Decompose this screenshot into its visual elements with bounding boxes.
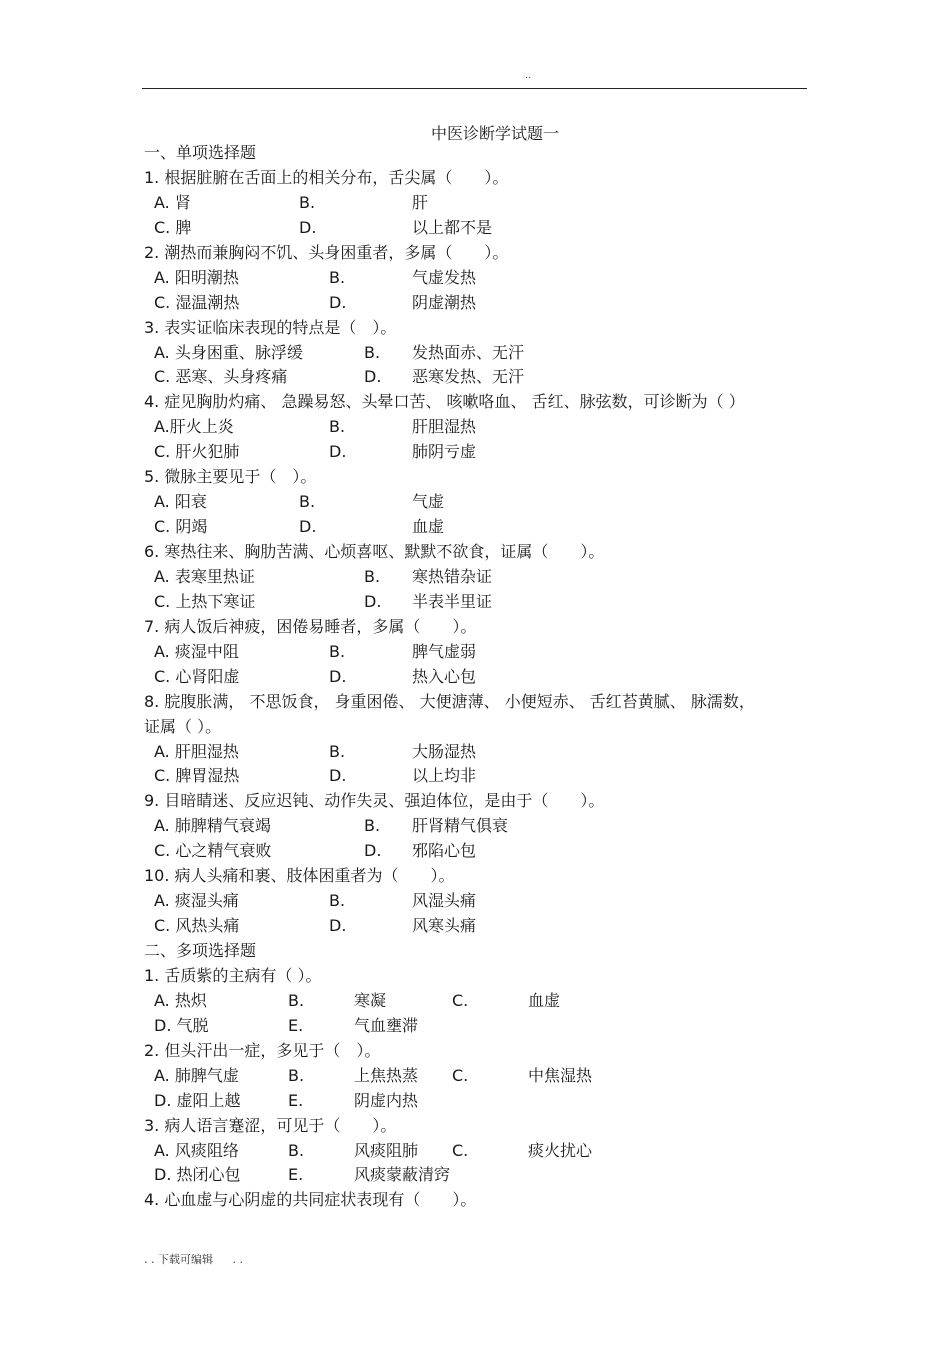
option-row [144,640,814,665]
option-text: C. 恶寒、头身疼痛 [154,367,288,387]
option-row [144,490,814,515]
option-text: 肝胆湿热 [412,417,477,437]
option-text: A. 热炽 [154,990,207,1010]
option-letter: D. [299,217,317,237]
option-text: 寒凝 [354,990,387,1010]
question-line: 4. 症见胸肋灼痛、 急躁易怒、头晕口苦、 咳嗽咯血、 舌红、脉弦数，可诊断为（ ） [144,392,745,412]
option-text: 肺阴亏虚 [412,442,477,462]
option-row [144,1089,814,1114]
option-letter: D. [299,517,317,537]
option-row [144,1014,814,1039]
question-line: 2. 但头汗出一症，多见于（ ）。 [144,1040,381,1060]
option-letter: B. [329,641,346,661]
option-letter: B. [299,192,316,212]
footer-left-text: . . 下载可编辑 [144,1253,213,1266]
option-letter: C. [452,1065,469,1085]
option-text: A. 肝胆湿热 [154,741,239,761]
option-text: C. 心肾阳虚 [154,666,240,686]
option-row [144,191,814,216]
question-line: 5. 微脉主要见于（ ）。 [144,467,317,487]
option-letter: B. [329,267,346,287]
option-text: D. 虚阳上越 [154,1090,241,1110]
option-letter: B. [364,566,381,586]
question-line: 2. 潮热而兼胸闷不饥、头身困重者，多属（ ）。 [144,242,509,262]
option-letter: B. [288,1140,305,1160]
option-text: 发热面赤、无汗 [412,342,525,362]
page-title: 中医诊断学试题一 [430,124,559,143]
option-text: 痰火扰心 [528,1140,593,1160]
option-row [144,515,814,540]
option-text: A. 痰湿头痛 [154,891,239,911]
option-text: C. 脾 [154,217,192,237]
question-line: 3. 表实证临床表现的特点是（ ）。 [144,317,397,337]
option-letter: B. [329,417,346,437]
option-row [144,839,814,864]
question-line: 7. 病人饭后神疲，困倦易睡者，多属（ ）。 [144,616,477,636]
option-letter: D. [329,666,347,686]
option-letter: D. [329,766,347,786]
option-text: C. 心之精气衰败 [154,841,272,861]
question-line: 3. 病人语言蹇涩，可见于（ ）。 [144,1115,397,1135]
question-line: 一、单项选择题 [144,143,257,162]
option-text: 邪陷心包 [412,841,477,861]
option-text: C. 上热下寒证 [154,591,256,611]
option-letter: C. [452,990,469,1010]
option-row [144,440,814,465]
option-letter: B. [364,816,381,836]
option-letter: B. [299,492,316,512]
question-line: 1. 舌质紫的主病有（ ）。 [144,965,322,985]
option-text: D. 热闭心包 [154,1165,241,1185]
question-line: 6. 寒热往来、胸肋苦满、心烦喜呕、默默不欲食，证属（ ）。 [144,542,605,561]
option-text: 阴虚潮热 [412,292,477,312]
option-text: 恶寒发热、无汗 [412,367,525,387]
option-text: C. 湿温潮热 [154,292,240,312]
option-text: A. 肺脾气虚 [154,1065,239,1085]
option-text: 肝肾精气俱衰 [412,816,509,836]
option-row [144,291,814,316]
option-row [144,565,814,590]
option-text: A. 表寒里热证 [154,566,255,586]
question-line: 8. 脘腹胀满， 不思饭食， 身重困倦、 大便溏薄、 小便短赤、 舌红苔黄腻、 脉濡数， [144,691,755,711]
option-text: 风湿头痛 [412,891,477,911]
option-text: A.肝火上炎 [154,417,234,437]
question-line: 1. 根据脏腑在舌面上的相关分布，舌尖属（ ）。 [144,167,509,187]
option-row [144,665,814,690]
option-letter: D. [329,916,347,936]
question-line: 4. 心血虚与心阴虚的共同症状表现有（ ）。 [144,1190,477,1210]
question-line: 证属（ ）。 [144,716,222,736]
option-text: 以上均非 [412,766,477,786]
option-letter: D. [364,591,382,611]
question-body [144,141,814,1213]
option-letter: D. [329,292,347,312]
option-text: 肝 [412,192,429,212]
page-footer [144,1251,259,1267]
question-line: 二、多项选择题 [144,941,257,960]
option-text: 阴虚内热 [354,1090,419,1110]
footer-right-text: . . [232,1253,243,1266]
question-line: 10. 病人头痛和裹、肢体困重者为（ ）。 [144,866,455,886]
option-text: 中焦湿热 [528,1065,593,1085]
option-text: 血虚 [528,990,561,1010]
option-text: C. 阴竭 [154,517,208,537]
option-row [144,590,814,615]
option-row [144,266,814,291]
option-row [144,740,814,765]
option-text: D. 气脱 [154,1015,209,1035]
option-letter: B. [288,1065,305,1085]
option-row [144,1064,814,1089]
option-row [144,814,814,839]
option-letter: D. [364,841,382,861]
option-row [144,989,814,1014]
option-text: 气血壅滞 [354,1015,419,1035]
option-letter: C. [452,1140,469,1160]
option-text: C. 脾胃湿热 [154,766,240,786]
option-letter: D. [329,442,347,462]
option-letter: E. [288,1090,304,1110]
option-text: C. 风热头痛 [154,916,240,936]
option-row [144,914,814,939]
option-text: A. 头身困重、脉浮缓 [154,342,303,362]
option-letter: D. [364,367,382,387]
option-row [144,216,814,241]
option-text: 寒热错杂证 [412,566,493,586]
option-row [144,415,814,440]
option-text: 上焦热蒸 [354,1065,419,1085]
option-text: 风痰阻肺 [354,1140,419,1160]
option-letter: B. [288,990,305,1010]
option-text: A. 肺脾精气衰竭 [154,816,271,836]
option-text: 以上都不是 [412,217,493,237]
option-text: 脾气虚弱 [412,641,477,661]
option-row [144,1139,814,1164]
option-text: 风寒头痛 [412,916,477,936]
option-letter: B. [364,342,381,362]
question-line: 9. 目暗睛迷、反应迟钝、动作失灵、强迫体位，是由于（ ）。 [144,791,605,811]
option-letter: B. [329,891,346,911]
option-letter: E. [288,1015,304,1035]
option-row [144,365,814,390]
option-text: 血虚 [412,517,445,537]
option-text: A. 阳明潮热 [154,267,239,287]
option-text: 气虚 [412,492,445,512]
option-text: C. 肝火犯肺 [154,442,240,462]
option-text: A. 肾 [154,192,191,212]
option-row [144,1163,814,1188]
option-text: A. 痰湿中阻 [154,641,239,661]
option-row [144,341,814,366]
option-text: 半表半里证 [412,591,493,611]
option-letter: E. [288,1165,304,1185]
option-text: A. 阳衰 [154,492,207,512]
option-text: 大肠湿热 [412,741,477,761]
option-row [144,764,814,789]
option-text: 气虚发热 [412,267,477,287]
header-rule [142,88,807,89]
option-text: A. 风痰阻络 [154,1140,239,1160]
option-letter: B. [329,741,346,761]
option-text: 风痰蒙蔽清窍 [354,1165,451,1185]
header-dots: .. [525,70,532,81]
option-row [144,889,814,914]
option-text: 热入心包 [412,666,477,686]
